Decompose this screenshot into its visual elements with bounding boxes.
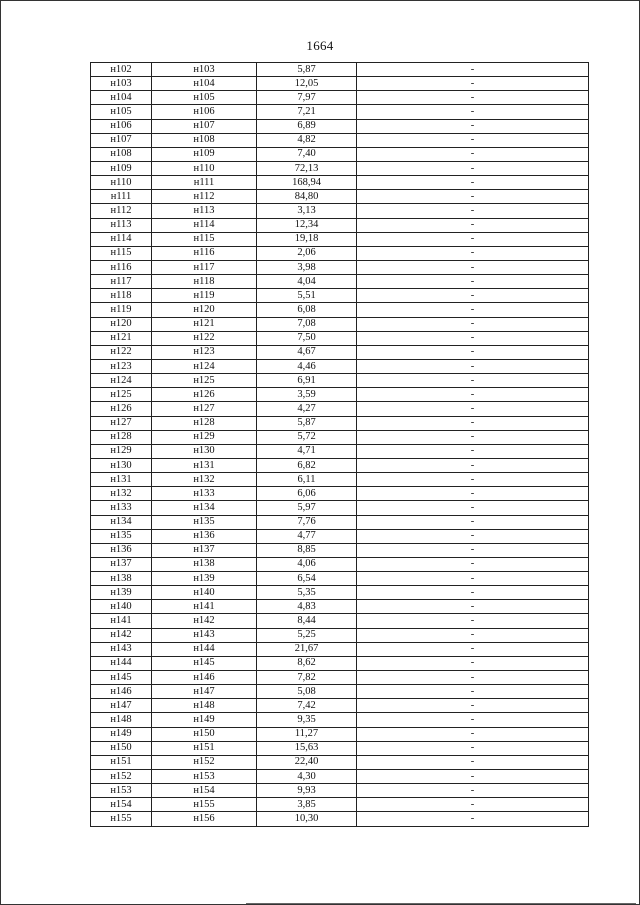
note-cell: - <box>357 656 589 670</box>
table-row <box>91 458 589 472</box>
table-row <box>91 204 589 218</box>
point-to-cell: н144 <box>152 642 257 656</box>
note-cell: - <box>357 487 589 501</box>
note-cell: - <box>357 176 589 190</box>
point-to-cell: н134 <box>152 501 257 515</box>
point-from-cell: н113 <box>91 218 152 232</box>
point-from-cell: н146 <box>91 685 152 699</box>
distance-cell: 7,82 <box>257 671 357 685</box>
note-cell: - <box>357 246 589 260</box>
table-row <box>91 303 589 317</box>
point-to-cell: н119 <box>152 289 257 303</box>
point-from-cell: н152 <box>91 770 152 784</box>
point-from-cell: н123 <box>91 359 152 373</box>
distance-cell: 11,27 <box>257 727 357 741</box>
note-cell: - <box>357 713 589 727</box>
distance-cell: 4,77 <box>257 529 357 543</box>
point-to-cell: н155 <box>152 798 257 812</box>
note-cell: - <box>357 317 589 331</box>
distance-cell: 3,85 <box>257 798 357 812</box>
table-row <box>91 147 589 161</box>
distance-cell: 8,85 <box>257 543 357 557</box>
table-row <box>91 176 589 190</box>
table-row <box>91 487 589 501</box>
table-row <box>91 260 589 274</box>
point-from-cell: н140 <box>91 600 152 614</box>
point-from-cell: н128 <box>91 430 152 444</box>
point-from-cell: н112 <box>91 204 152 218</box>
table-row <box>91 713 589 727</box>
point-to-cell: н152 <box>152 755 257 769</box>
point-from-cell: н143 <box>91 642 152 656</box>
table-row <box>91 727 589 741</box>
table-row <box>91 317 589 331</box>
point-from-cell: н104 <box>91 91 152 105</box>
point-from-cell: н134 <box>91 515 152 529</box>
point-from-cell: н118 <box>91 289 152 303</box>
point-to-cell: н145 <box>152 656 257 670</box>
note-cell: - <box>357 218 589 232</box>
note-cell: - <box>357 260 589 274</box>
distance-cell: 21,67 <box>257 642 357 656</box>
table-row <box>91 374 589 388</box>
distance-cell: 5,25 <box>257 628 357 642</box>
table-row <box>91 586 589 600</box>
table-row <box>91 331 589 345</box>
point-from-cell: н105 <box>91 105 152 119</box>
point-from-cell: н115 <box>91 246 152 260</box>
table-row <box>91 784 589 798</box>
table-row <box>91 770 589 784</box>
point-to-cell: н146 <box>152 671 257 685</box>
point-from-cell: н155 <box>91 812 152 826</box>
point-from-cell: н150 <box>91 741 152 755</box>
point-from-cell: н102 <box>91 63 152 77</box>
point-to-cell: н141 <box>152 600 257 614</box>
note-cell: - <box>357 812 589 826</box>
note-cell: - <box>357 557 589 571</box>
table-row <box>91 430 589 444</box>
distance-cell: 6,11 <box>257 473 357 487</box>
distance-cell: 10,30 <box>257 812 357 826</box>
distance-cell: 9,35 <box>257 713 357 727</box>
point-from-cell: н132 <box>91 487 152 501</box>
point-from-cell: н136 <box>91 543 152 557</box>
table-row <box>91 600 589 614</box>
point-to-cell: н122 <box>152 331 257 345</box>
table-row <box>91 444 589 458</box>
table-row <box>91 402 589 416</box>
table-row <box>91 798 589 812</box>
point-to-cell: н117 <box>152 260 257 274</box>
note-cell: - <box>357 473 589 487</box>
table-row <box>91 473 589 487</box>
point-to-cell: н123 <box>152 345 257 359</box>
distance-cell: 4,67 <box>257 345 357 359</box>
distance-cell: 5,51 <box>257 289 357 303</box>
distance-cell: 12,05 <box>257 77 357 91</box>
note-cell: - <box>357 784 589 798</box>
note-cell: - <box>357 77 589 91</box>
point-from-cell: н120 <box>91 317 152 331</box>
distance-cell: 9,93 <box>257 784 357 798</box>
point-from-cell: н121 <box>91 331 152 345</box>
table-row <box>91 63 589 77</box>
point-from-cell: н148 <box>91 713 152 727</box>
point-to-cell: н132 <box>152 473 257 487</box>
point-to-cell: н108 <box>152 133 257 147</box>
point-from-cell: н122 <box>91 345 152 359</box>
note-cell: - <box>357 600 589 614</box>
distance-cell: 7,76 <box>257 515 357 529</box>
point-from-cell: н110 <box>91 176 152 190</box>
table-row <box>91 529 589 543</box>
point-to-cell: н106 <box>152 105 257 119</box>
point-from-cell: н133 <box>91 501 152 515</box>
distance-cell: 2,06 <box>257 246 357 260</box>
point-from-cell: н142 <box>91 628 152 642</box>
point-to-cell: н147 <box>152 685 257 699</box>
point-to-cell: н120 <box>152 303 257 317</box>
note-cell: - <box>357 727 589 741</box>
point-from-cell: н151 <box>91 755 152 769</box>
point-to-cell: н115 <box>152 232 257 246</box>
note-cell: - <box>357 515 589 529</box>
table-row <box>91 572 589 586</box>
distance-cell: 7,40 <box>257 147 357 161</box>
point-from-cell: н139 <box>91 586 152 600</box>
note-cell: - <box>357 402 589 416</box>
note-cell: - <box>357 614 589 628</box>
point-from-cell: н126 <box>91 402 152 416</box>
point-from-cell: н145 <box>91 671 152 685</box>
note-cell: - <box>357 444 589 458</box>
distance-cell: 4,46 <box>257 359 357 373</box>
point-from-cell: н127 <box>91 416 152 430</box>
note-cell: - <box>357 147 589 161</box>
note-cell: - <box>357 161 589 175</box>
point-to-cell: н140 <box>152 586 257 600</box>
note-cell: - <box>357 529 589 543</box>
distance-cell: 3,13 <box>257 204 357 218</box>
note-cell: - <box>357 133 589 147</box>
distance-cell: 7,50 <box>257 331 357 345</box>
note-cell: - <box>357 105 589 119</box>
point-to-cell: н133 <box>152 487 257 501</box>
distance-cell: 6,06 <box>257 487 357 501</box>
note-cell: - <box>357 91 589 105</box>
distance-cell: 22,40 <box>257 755 357 769</box>
table-row <box>91 119 589 133</box>
point-from-cell: н137 <box>91 557 152 571</box>
note-cell: - <box>357 388 589 402</box>
note-cell: - <box>357 572 589 586</box>
point-to-cell: н151 <box>152 741 257 755</box>
table-row <box>91 218 589 232</box>
point-to-cell: н139 <box>152 572 257 586</box>
distance-cell: 4,82 <box>257 133 357 147</box>
distance-cell: 4,04 <box>257 275 357 289</box>
note-cell: - <box>357 430 589 444</box>
table-row <box>91 77 589 91</box>
distance-cell: 4,83 <box>257 600 357 614</box>
point-to-cell: н142 <box>152 614 257 628</box>
distance-cell: 7,42 <box>257 699 357 713</box>
note-cell: - <box>357 458 589 472</box>
point-to-cell: н137 <box>152 543 257 557</box>
note-cell: - <box>357 628 589 642</box>
point-to-cell: н116 <box>152 246 257 260</box>
point-from-cell: н124 <box>91 374 152 388</box>
point-from-cell: н147 <box>91 699 152 713</box>
coordinates-table <box>90 62 589 827</box>
note-cell: - <box>357 204 589 218</box>
point-to-cell: н126 <box>152 388 257 402</box>
table-row <box>91 501 589 515</box>
note-cell: - <box>357 416 589 430</box>
note-cell: - <box>357 741 589 755</box>
note-cell: - <box>357 303 589 317</box>
point-to-cell: н112 <box>152 190 257 204</box>
point-to-cell: н129 <box>152 430 257 444</box>
note-cell: - <box>357 671 589 685</box>
point-from-cell: н138 <box>91 572 152 586</box>
distance-cell: 5,87 <box>257 416 357 430</box>
table-row <box>91 91 589 105</box>
note-cell: - <box>357 374 589 388</box>
distance-cell: 5,35 <box>257 586 357 600</box>
point-to-cell: н118 <box>152 275 257 289</box>
note-cell: - <box>357 232 589 246</box>
distance-cell: 6,08 <box>257 303 357 317</box>
table-body <box>91 63 589 827</box>
point-to-cell: н114 <box>152 218 257 232</box>
note-cell: - <box>357 345 589 359</box>
point-from-cell: н108 <box>91 147 152 161</box>
note-cell: - <box>357 501 589 515</box>
table-row <box>91 741 589 755</box>
point-to-cell: н154 <box>152 784 257 798</box>
point-to-cell: н103 <box>152 63 257 77</box>
distance-cell: 5,08 <box>257 685 357 699</box>
point-from-cell: н154 <box>91 798 152 812</box>
table-row <box>91 628 589 642</box>
table-row <box>91 543 589 557</box>
point-to-cell: н124 <box>152 359 257 373</box>
point-to-cell: н125 <box>152 374 257 388</box>
table-row <box>91 614 589 628</box>
point-to-cell: н127 <box>152 402 257 416</box>
point-from-cell: н149 <box>91 727 152 741</box>
point-to-cell: н110 <box>152 161 257 175</box>
distance-cell: 7,97 <box>257 91 357 105</box>
distance-cell: 15,63 <box>257 741 357 755</box>
table-row <box>91 190 589 204</box>
point-from-cell: н103 <box>91 77 152 91</box>
distance-cell: 6,91 <box>257 374 357 388</box>
point-from-cell: н131 <box>91 473 152 487</box>
point-from-cell: н106 <box>91 119 152 133</box>
point-to-cell: н121 <box>152 317 257 331</box>
distance-cell: 84,80 <box>257 190 357 204</box>
note-cell: - <box>357 755 589 769</box>
point-from-cell: н144 <box>91 656 152 670</box>
table-row <box>91 755 589 769</box>
table-row <box>91 656 589 670</box>
note-cell: - <box>357 119 589 133</box>
distance-cell: 4,27 <box>257 402 357 416</box>
point-to-cell: н148 <box>152 699 257 713</box>
point-from-cell: н135 <box>91 529 152 543</box>
distance-cell: 4,06 <box>257 557 357 571</box>
note-cell: - <box>357 770 589 784</box>
point-to-cell: н105 <box>152 91 257 105</box>
point-from-cell: н130 <box>91 458 152 472</box>
point-from-cell: н107 <box>91 133 152 147</box>
table-row <box>91 685 589 699</box>
point-to-cell: н107 <box>152 119 257 133</box>
note-cell: - <box>357 190 589 204</box>
table-row <box>91 557 589 571</box>
point-to-cell: н149 <box>152 713 257 727</box>
table-row <box>91 289 589 303</box>
distance-cell: 5,72 <box>257 430 357 444</box>
table-row <box>91 416 589 430</box>
point-from-cell: н111 <box>91 190 152 204</box>
point-from-cell: н141 <box>91 614 152 628</box>
distance-cell: 7,21 <box>257 105 357 119</box>
note-cell: - <box>357 63 589 77</box>
point-to-cell: н109 <box>152 147 257 161</box>
point-to-cell: н156 <box>152 812 257 826</box>
note-cell: - <box>357 798 589 812</box>
table-row <box>91 345 589 359</box>
distance-cell: 6,82 <box>257 458 357 472</box>
point-to-cell: н130 <box>152 444 257 458</box>
distance-cell: 168,94 <box>257 176 357 190</box>
note-cell: - <box>357 642 589 656</box>
table-row <box>91 671 589 685</box>
table-row <box>91 359 589 373</box>
point-to-cell: н138 <box>152 557 257 571</box>
point-from-cell: н125 <box>91 388 152 402</box>
note-cell: - <box>357 586 589 600</box>
point-to-cell: н104 <box>152 77 257 91</box>
note-cell: - <box>357 275 589 289</box>
point-from-cell: н129 <box>91 444 152 458</box>
point-to-cell: н153 <box>152 770 257 784</box>
distance-cell: 7,08 <box>257 317 357 331</box>
distance-cell: 6,89 <box>257 119 357 133</box>
note-cell: - <box>357 543 589 557</box>
table-row <box>91 232 589 246</box>
table-row <box>91 133 589 147</box>
distance-cell: 3,98 <box>257 260 357 274</box>
page-number: 1664 <box>306 38 334 53</box>
note-cell: - <box>357 699 589 713</box>
distance-cell: 6,54 <box>257 572 357 586</box>
point-to-cell: н131 <box>152 458 257 472</box>
table-row <box>91 388 589 402</box>
point-to-cell: н150 <box>152 727 257 741</box>
distance-cell: 4,71 <box>257 444 357 458</box>
distance-cell: 3,59 <box>257 388 357 402</box>
point-to-cell: н136 <box>152 529 257 543</box>
point-from-cell: н119 <box>91 303 152 317</box>
point-from-cell: н153 <box>91 784 152 798</box>
note-cell: - <box>357 359 589 373</box>
bottom-divider <box>246 903 636 904</box>
point-to-cell: н113 <box>152 204 257 218</box>
point-to-cell: н128 <box>152 416 257 430</box>
table-row <box>91 812 589 826</box>
distance-cell: 4,30 <box>257 770 357 784</box>
distance-cell: 8,62 <box>257 656 357 670</box>
table-row <box>91 699 589 713</box>
distance-cell: 8,44 <box>257 614 357 628</box>
table-row <box>91 642 589 656</box>
table-row <box>91 275 589 289</box>
note-cell: - <box>357 289 589 303</box>
point-from-cell: н117 <box>91 275 152 289</box>
distance-cell: 72,13 <box>257 161 357 175</box>
table-row <box>91 246 589 260</box>
point-to-cell: н143 <box>152 628 257 642</box>
point-from-cell: н114 <box>91 232 152 246</box>
table-row <box>91 105 589 119</box>
point-from-cell: н109 <box>91 161 152 175</box>
point-to-cell: н111 <box>152 176 257 190</box>
note-cell: - <box>357 685 589 699</box>
point-from-cell: н116 <box>91 260 152 274</box>
distance-cell: 19,18 <box>257 232 357 246</box>
table-row <box>91 515 589 529</box>
point-to-cell: н135 <box>152 515 257 529</box>
distance-cell: 12,34 <box>257 218 357 232</box>
distance-cell: 5,87 <box>257 63 357 77</box>
distance-cell: 5,97 <box>257 501 357 515</box>
table-row <box>91 161 589 175</box>
note-cell: - <box>357 331 589 345</box>
